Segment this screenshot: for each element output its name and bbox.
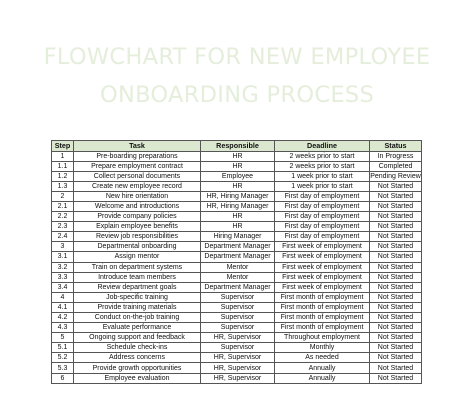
cell-step: 3.3 bbox=[52, 272, 74, 282]
cell-responsible: HR bbox=[201, 161, 275, 171]
cell-responsible: HR, Hiring Manager bbox=[201, 201, 275, 211]
cell-step: 1.2 bbox=[52, 171, 74, 181]
cell-task: New hire orientation bbox=[74, 191, 201, 201]
cell-task: Job-specific training bbox=[74, 292, 201, 302]
cell-deadline: Annually bbox=[275, 373, 370, 383]
cell-responsible: Employee bbox=[201, 171, 275, 181]
cell-responsible: Supervisor bbox=[201, 323, 275, 333]
table-row bbox=[52, 282, 422, 292]
cell-step: 2.2 bbox=[52, 212, 74, 222]
header-responsible: Responsible bbox=[201, 141, 275, 152]
cell-deadline: 2 weeks prior to start bbox=[275, 161, 370, 171]
cell-deadline: Monthly bbox=[275, 343, 370, 353]
table-row bbox=[52, 353, 422, 363]
table-row bbox=[52, 302, 422, 312]
cell-task: Address concerns bbox=[74, 353, 201, 363]
cell-step: 4 bbox=[52, 292, 74, 302]
page-title-line-1: FLOWCHART FOR NEW EMPLOYEE bbox=[43, 44, 431, 70]
cell-status: Not Started bbox=[370, 252, 422, 262]
cell-status: Not Started bbox=[370, 272, 422, 282]
cell-responsible: HR bbox=[201, 212, 275, 222]
table-row bbox=[52, 343, 422, 353]
cell-deadline: First week of employment bbox=[275, 282, 370, 292]
header-status: Status bbox=[370, 141, 422, 152]
cell-task: Provide training materials bbox=[74, 302, 201, 312]
cell-task: Provide company policies bbox=[74, 212, 201, 222]
cell-responsible: Supervisor bbox=[201, 313, 275, 323]
table-row bbox=[52, 232, 422, 242]
cell-status: Not Started bbox=[370, 181, 422, 191]
cell-status: Not Started bbox=[370, 373, 422, 383]
cell-status: Pending Review bbox=[370, 172, 421, 180]
cell-step: 3.2 bbox=[52, 262, 74, 272]
cell-status: Not Started bbox=[370, 333, 422, 343]
cell-status: Not Started bbox=[370, 323, 422, 333]
cell-step: 4.1 bbox=[52, 302, 74, 312]
cell-status: Not Started bbox=[370, 313, 422, 323]
cell-task: Provide growth opportunities bbox=[74, 363, 201, 373]
cell-task: Create new employee record bbox=[74, 181, 201, 191]
cell-status: Not Started bbox=[370, 292, 422, 302]
cell-task: Conduct on-the-job training bbox=[74, 313, 201, 323]
cell-deadline: First day of employment bbox=[275, 212, 370, 222]
cell-responsible: Supervisor bbox=[201, 343, 275, 353]
cell-responsible: HR, Supervisor bbox=[201, 353, 275, 363]
cell-task: Welcome and introductions bbox=[74, 201, 201, 211]
cell-status: Not Started bbox=[370, 262, 422, 272]
cell-step: 5 bbox=[52, 333, 74, 343]
cell-status: Not Started bbox=[370, 282, 422, 292]
cell-deadline: First day of employment bbox=[275, 222, 370, 232]
cell-status: Not Started bbox=[370, 212, 422, 222]
cell-step: 3.4 bbox=[52, 282, 74, 292]
table-row bbox=[52, 212, 422, 222]
cell-task: Explain employee benefits bbox=[74, 222, 201, 232]
cell-step: 5.1 bbox=[52, 343, 74, 353]
cell-deadline: 1 week prior to start bbox=[275, 171, 370, 181]
cell-status: Not Started bbox=[370, 363, 422, 373]
cell-status: In Progress bbox=[370, 151, 422, 161]
header-step: Step bbox=[52, 141, 74, 152]
table-row bbox=[52, 373, 422, 383]
cell-step: 1.1 bbox=[52, 161, 74, 171]
cell-step: 3 bbox=[52, 242, 74, 252]
cell-responsible: HR, Supervisor bbox=[201, 363, 275, 373]
cell-deadline: First week of employment bbox=[275, 262, 370, 272]
cell-responsible: HR bbox=[201, 151, 275, 161]
cell-deadline: First day of employment bbox=[275, 201, 370, 211]
cell-deadline: 1 week prior to start bbox=[275, 181, 370, 191]
cell-deadline: Annually bbox=[275, 363, 370, 373]
cell-task: Prepare employment contract bbox=[74, 161, 201, 171]
cell-responsible: Supervisor bbox=[201, 302, 275, 312]
cell-status: Not Started bbox=[370, 232, 422, 242]
cell-task: Pre-boarding preparations bbox=[74, 151, 201, 161]
cell-step: 3.1 bbox=[52, 252, 74, 262]
cell-step: 5.3 bbox=[52, 363, 74, 373]
table-row bbox=[52, 191, 422, 201]
cell-responsible: Department Manager bbox=[201, 252, 275, 262]
cell-deadline: First month of employment bbox=[275, 313, 370, 323]
page-title-line-2: ONBOARDING PROCESS bbox=[99, 82, 375, 108]
cell-step: 2.1 bbox=[52, 201, 74, 211]
cell-responsible: Mentor bbox=[201, 272, 275, 282]
cell-status: Not Started bbox=[370, 302, 422, 312]
cell-deadline: First week of employment bbox=[275, 252, 370, 262]
table-row bbox=[52, 201, 422, 211]
table-row bbox=[52, 292, 422, 302]
cell-responsible: HR bbox=[201, 222, 275, 232]
cell-task: Schedule check-ins bbox=[74, 343, 201, 353]
cell-task: Employee evaluation bbox=[74, 373, 201, 383]
cell-deadline: First month of employment bbox=[275, 302, 370, 312]
cell-responsible: HR, Hiring Manager bbox=[201, 191, 275, 201]
cell-task: Evaluate performance bbox=[74, 323, 201, 333]
cell-step: 4.3 bbox=[52, 323, 74, 333]
cell-task: Train on department systems bbox=[74, 262, 201, 272]
table-row bbox=[52, 252, 422, 262]
cell-step: 2 bbox=[52, 191, 74, 201]
header-task: Task bbox=[74, 141, 201, 152]
cell-task: Assign mentor bbox=[74, 252, 201, 262]
table-row bbox=[52, 333, 422, 343]
cell-deadline: First month of employment bbox=[275, 292, 370, 302]
table-row bbox=[52, 323, 422, 333]
table-row bbox=[52, 171, 422, 181]
table-header-row bbox=[52, 141, 422, 152]
cell-deadline: First month of employment bbox=[275, 323, 370, 333]
table-row bbox=[52, 181, 422, 191]
cell-responsible: Department Manager bbox=[201, 242, 275, 252]
cell-responsible: Hiring Manager bbox=[201, 232, 275, 242]
table-row bbox=[52, 222, 422, 232]
table-row bbox=[52, 161, 422, 171]
cell-responsible: HR, Supervisor bbox=[201, 373, 275, 383]
cell-deadline: First week of employment bbox=[275, 272, 370, 282]
table-row bbox=[52, 313, 422, 323]
cell-status: Not Started bbox=[370, 191, 422, 201]
cell-task: Introduce team members bbox=[74, 272, 201, 282]
cell-status: Not Started bbox=[370, 343, 422, 353]
cell-task: Ongoing support and feedback bbox=[74, 333, 201, 343]
cell-task: Collect personal documents bbox=[74, 171, 201, 181]
cell-responsible: HR bbox=[201, 181, 275, 191]
cell-status: Not Started bbox=[370, 222, 422, 232]
cell-status: Not Started bbox=[370, 201, 422, 211]
cell-step: 1 bbox=[52, 151, 74, 161]
cell-deadline: First week of employment bbox=[275, 242, 370, 252]
cell-task: Review job responsibilities bbox=[74, 232, 201, 242]
cell-deadline: As needed bbox=[275, 353, 370, 363]
cell-step: 4.2 bbox=[52, 313, 74, 323]
table-row bbox=[52, 272, 422, 282]
onboarding-table bbox=[51, 140, 422, 384]
cell-status: Not Started bbox=[370, 353, 422, 363]
table-body bbox=[52, 151, 422, 383]
table-row bbox=[52, 262, 422, 272]
cell-step: 2.3 bbox=[52, 222, 74, 232]
cell-responsible: Department Manager bbox=[201, 282, 275, 292]
cell-deadline: First day of employment bbox=[275, 191, 370, 201]
cell-responsible: Mentor bbox=[201, 262, 275, 272]
cell-deadline: First day of employment bbox=[275, 232, 370, 242]
cell-status: Not Started bbox=[370, 242, 422, 252]
cell-step: 2.4 bbox=[52, 232, 74, 242]
table-row bbox=[52, 151, 422, 161]
cell-step: 5.2 bbox=[52, 353, 74, 363]
cell-task: Review department goals bbox=[74, 282, 201, 292]
header-deadline: Deadline bbox=[275, 141, 370, 152]
cell-deadline: 2 weeks prior to start bbox=[275, 151, 370, 161]
cell-responsible: HR, Supervisor bbox=[201, 333, 275, 343]
cell-responsible: Supervisor bbox=[201, 292, 275, 302]
cell-step: 6 bbox=[52, 373, 74, 383]
cell-deadline: Throughout employment bbox=[275, 333, 370, 343]
table-row bbox=[52, 242, 422, 252]
table-row bbox=[52, 363, 422, 373]
cell-step: 1.3 bbox=[52, 181, 74, 191]
cell-task: Departmental onboarding bbox=[74, 242, 201, 252]
cell-status: Completed bbox=[370, 161, 422, 171]
